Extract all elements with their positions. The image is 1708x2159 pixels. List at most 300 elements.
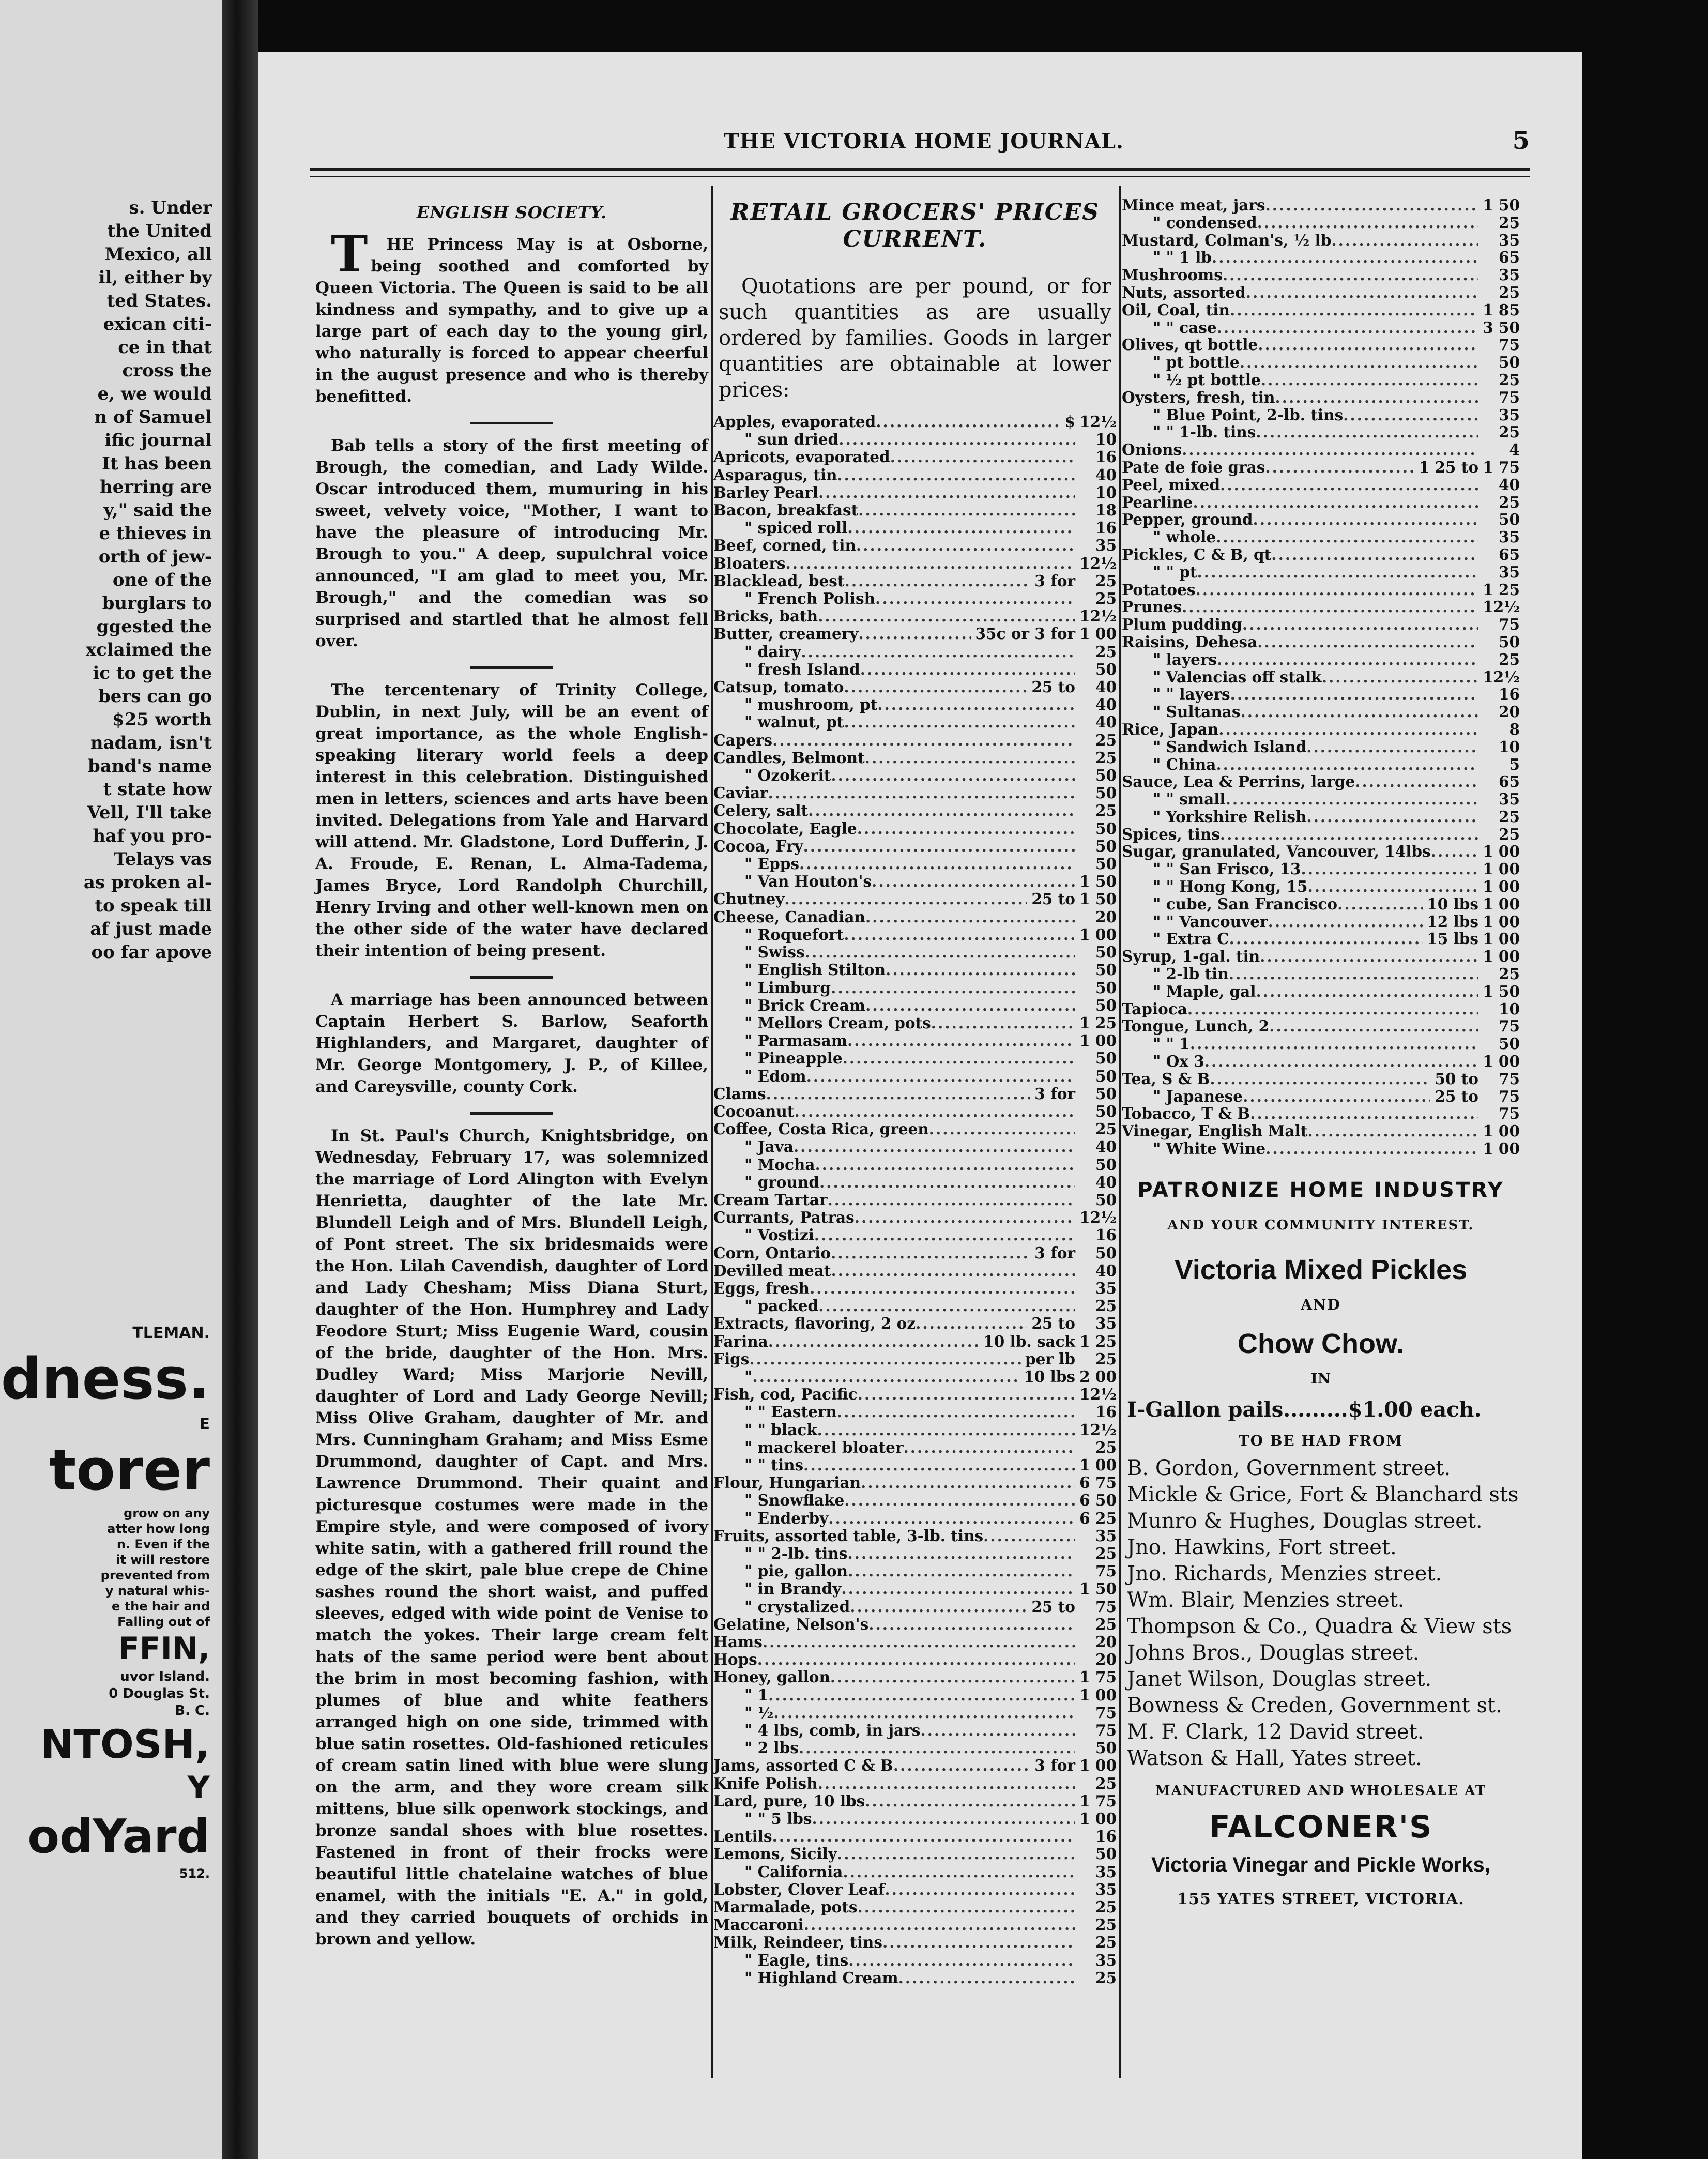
price-row [1122,826,1520,843]
price-row [1122,1000,1520,1018]
ad-in: IN [1310,1370,1331,1387]
header-rule [310,168,1530,171]
item-name: " " case [1153,318,1217,337]
price-row [713,1297,1117,1315]
price-row [713,1315,1117,1332]
price-row [713,1050,1117,1067]
price-row [713,1686,1117,1704]
item-price: 1 50 [1483,982,1520,1000]
item-name: " Mellors Cream, pots [744,1013,931,1032]
item-price: 16 [1498,685,1520,704]
price-row [713,873,1117,890]
item-name: " " pt [1153,562,1197,581]
ad-and: AND [1301,1296,1341,1313]
item-name: Coffee, Costa Rica, green [713,1120,929,1138]
item-name: Mince meat, jars [1122,196,1265,214]
item-price: 1 50 [1483,196,1520,214]
dealer-line: Bowness & Creden, Government st. [1127,1693,1502,1717]
dot-leader [785,555,1075,572]
item-name: Peel, mixed [1122,475,1221,494]
fragment-line: e thieves in [99,523,212,544]
price-row [713,1952,1117,1969]
fragment-line: nadam, isn't [90,733,212,753]
dot-leader [1216,528,1478,546]
price-row [1122,668,1520,686]
dot-leader [812,1810,1075,1828]
item-price: 50 [1095,1084,1117,1103]
item-name: Milk, Reindeer, tins [713,1933,882,1952]
item-price: 25 [1095,589,1117,608]
item-price: 40 [1095,1173,1117,1191]
item-name: " Parmasam [744,1031,847,1050]
item-name: Extracts, flavoring, 2 oz [713,1314,916,1333]
price-list-continued [1122,196,1520,1158]
price-row [713,1580,1117,1598]
price-row [1122,494,1520,511]
price-row [1122,756,1520,773]
item-price: 35 [1095,1862,1117,1881]
item-name: " ½ pt bottle [1153,370,1261,389]
dot-leader [1204,1053,1478,1070]
dot-leader [804,1916,1075,1934]
fragment-line: the United [107,221,212,241]
item-price: 3 50 [1483,318,1520,337]
fragment-ad-line: Y [187,1770,210,1806]
dot-leader [890,448,1075,466]
item-name: Hops [713,1650,757,1669]
price-row [713,802,1117,819]
item-name: Oil, Coal, tin [1122,300,1230,319]
dot-leader [818,1297,1075,1315]
dot-leader [1265,1140,1478,1158]
header-rule-thin [310,176,1530,177]
fragment-ad-line: NTOSH, [40,1721,210,1767]
item-unit: $ [1064,413,1075,431]
item-name: " Highland Cream [744,1968,898,1987]
dot-leader [855,1209,1075,1226]
item-name: Lobster, Clover Leaf [713,1880,885,1898]
item-price: 50 [1095,1845,1117,1863]
item-price: 25 [1498,213,1520,232]
fragment-line: $25 worth [112,709,212,730]
item-name: Currants, Patras [713,1208,855,1227]
item-name: " " 1-lb. tins [1153,423,1256,442]
prices-intro: Quotations are per pound, or for such quantities as are usually ordered by families. Goods in larger quantities are obtainable at lower prices: [719,275,1111,402]
fragment-line: ted States. [106,291,212,311]
dot-leader [1253,511,1479,528]
dot-leader [1256,983,1479,1000]
item-unit: per lb [1025,1349,1075,1368]
item-name: Bacon, breakfast [713,501,859,520]
item-name: " California [744,1862,843,1881]
item-name: " " 2-lb. tins [744,1544,848,1562]
fragment-ad-line: y natural whis- [105,1584,210,1598]
fragment-ad-line: torer [49,1437,210,1503]
dot-leader [1212,249,1478,266]
price-row [713,926,1117,944]
item-price: 40 [1095,1261,1117,1280]
dot-leader [844,1492,1075,1509]
item-name: " 4 lbs, comb, in jars [744,1721,921,1740]
price-row [713,979,1117,997]
price-row [713,537,1117,554]
price-row [1122,1088,1520,1105]
price-row [713,732,1117,749]
dot-leader [983,1527,1075,1545]
price-row [1122,965,1520,983]
dot-leader [1197,564,1478,581]
ad-address: 155 YATES STREET, VICTORIA. [1177,1890,1465,1908]
dot-leader [1260,948,1478,965]
item-price: 16 [1095,519,1117,537]
dealer-line: Mickle & Grice, Fort & Blanchard sts [1127,1482,1519,1507]
fragment-line: cross the [122,360,212,381]
price-row [1122,459,1520,476]
item-price: 12½ [1079,1208,1117,1227]
item-price: 5 [1509,755,1520,773]
item-unit: 50 to [1435,1069,1478,1088]
price-row [1122,790,1520,808]
item-price: 50 [1095,1243,1117,1262]
item-name: Chocolate, Eagle [713,819,857,838]
dot-leader [810,1280,1075,1297]
prices-heading-line2: CURRENT. [843,226,987,252]
item-name: Figs [713,1349,750,1368]
item-name: " Mocha [744,1155,815,1174]
item-name: " Brick Cream [744,996,866,1014]
item-name: " " Hong Kong, 15 [1153,877,1308,896]
price-row [713,1598,1117,1616]
item-price: 25 [1095,1120,1117,1138]
price-row [713,1969,1117,1987]
dot-leader [916,1315,1027,1332]
dot-leader [1216,756,1478,773]
item-name: Marmalade, pots [713,1898,858,1917]
price-row [1122,983,1520,1000]
item-price: 1 00 [1079,1810,1117,1828]
item-price: 50 [1095,1739,1117,1757]
item-name: " " black [744,1420,817,1439]
dot-leader [803,838,1075,855]
price-row [1122,284,1520,301]
item-name: " Valencias off stalk [1153,667,1322,686]
price-row [1122,336,1520,354]
item-price: 35 [1498,790,1520,809]
item-name: " mushroom, pt [744,695,878,714]
item-price: 40 [1095,1137,1117,1156]
dot-leader [848,1562,1075,1580]
item-price: 25 [1095,1898,1117,1917]
dot-leader [1268,913,1423,931]
item-price: 12½ [1483,598,1520,616]
dot-leader [1306,738,1478,756]
item-price: 25 [1498,283,1520,301]
item-name: Sauce, Lea & Perrins, large [1122,772,1355,791]
item-name: " Edom [744,1067,806,1085]
item-name: Spices, tins [1122,825,1220,843]
item-price: 1 00 [1483,947,1520,966]
price-row [1122,511,1520,528]
item-price: 40 [1498,475,1520,494]
fragment-line: xclaimed the [85,640,212,660]
item-price: 35 [1095,1880,1117,1898]
price-row [713,1209,1117,1226]
item-price: 75 [1498,615,1520,634]
dot-leader [1240,354,1478,371]
item-price: 1 25 [1079,1013,1117,1032]
dot-leader [830,1668,1075,1686]
item-price: 1 75 [1483,458,1520,476]
price-row [713,1032,1117,1050]
item-name: " Vostizi [744,1226,814,1244]
item-price: 25 [1095,748,1117,767]
dot-leader [768,784,1075,802]
price-row [1122,564,1520,581]
ad-slogan: PATRONIZE HOME INDUSTRY [1137,1178,1504,1202]
item-price: 50 [1095,943,1117,962]
dot-leader [1190,1035,1478,1053]
left-fragment-lines [0,196,217,964]
item-price: 1 25 [1079,1332,1117,1350]
price-row [713,696,1117,713]
item-price: 50 [1095,1190,1117,1209]
item-name: " dairy [744,642,801,661]
price-row [713,1280,1117,1297]
item-name: " Swiss [744,943,805,962]
dealer-line: Janet Wilson, Douglas street. [1127,1667,1432,1691]
item-unit: 10 lbs [1427,894,1478,913]
fragment-ad-line: FFIN, [118,1631,210,1667]
item-name: " Extra C [1153,930,1229,948]
item-name: " 2 lbs [744,1739,799,1757]
item-name: Pepper, ground [1122,510,1253,529]
item-name: " ground [744,1173,820,1191]
dot-leader [1230,301,1478,319]
item-price: 50 [1095,819,1117,838]
dot-leader [872,873,1075,890]
dealer-line: Thompson & Co., Quadra & View sts [1127,1614,1512,1638]
item-name: Mushrooms [1122,266,1223,284]
item-price: 1 00 [1079,1455,1117,1474]
price-row [713,1403,1117,1421]
fragment-line: haf you pro- [93,826,212,846]
price-row [1122,738,1520,756]
fragment-line: n of Samuel [94,407,212,428]
price-row [1122,1017,1520,1035]
dot-leader [848,1952,1075,1969]
item-price: 1 00 [1079,625,1117,643]
dealer-list [1122,1455,1520,1772]
item-price: 10 [1095,483,1117,501]
dot-leader [847,1545,1075,1562]
dot-leader [1196,581,1479,599]
price-row [1122,773,1520,790]
dealer-line: Johns Bros., Douglas street. [1127,1640,1420,1665]
item-name: Chutney [713,890,785,908]
item-name: " Pineapple [744,1049,843,1068]
price-list [713,413,1117,1987]
price-row [713,1120,1117,1138]
price-row [713,448,1117,466]
item-price: 25 [1095,1544,1117,1562]
dot-leader [757,1651,1075,1668]
dot-leader [884,1881,1075,1898]
dealer-line: Jno. Hawkins, Fort street. [1127,1535,1397,1559]
item-name: Butter, creamery [713,625,859,643]
dot-leader [1257,214,1478,232]
price-row [713,961,1117,979]
dot-leader [815,1156,1076,1174]
item-name: Plum pudding [1122,615,1242,634]
fragment-line: Telays vas [114,849,212,870]
item-price: 25 [1095,1615,1117,1633]
item-name: Pearline [1122,493,1193,511]
price-row [713,1350,1117,1368]
item-price: 75 [1095,1721,1117,1740]
article-paragraph: Bab tells a story of the first meeting of Brough, the comedian, and Lady Wilde. Oscar introduced them, mumuring in his sweet, velvety voice, "Mother, I want to have the pleasure of introducing Mr. Brough to you." A deep, supulchral voice announced, "I am glad to meet you, Mr. Brough," and the comedian was so surprised and startled that he almost fell over. [315,436,708,650]
dot-leader [768,1333,979,1350]
item-name: " " small [1153,790,1226,809]
item-name: Corn, Ontario [713,1243,831,1262]
item-name: Raisins, Dehesa [1122,632,1258,651]
fragment-ad-line: TLEMAN. [132,1324,210,1342]
dot-leader [850,1598,1027,1616]
price-row [713,431,1117,448]
english-society-column [315,202,708,1958]
dot-leader [876,413,1060,431]
item-price: 1 00 [1483,894,1520,913]
dot-leader [904,1439,1076,1456]
dot-leader [1182,598,1478,616]
price-row [713,590,1117,607]
item-price: 1 75 [1079,1791,1117,1810]
price-row [1122,441,1520,459]
item-price: 35 [1498,231,1520,249]
dot-leader [1217,651,1478,668]
dot-leader [886,961,1075,979]
item-name: Blacklead, best [713,571,845,590]
fragment-line: bers can go [98,686,212,707]
item-price: 40 [1095,713,1117,732]
fragment-line: af just made [90,919,212,939]
dot-leader [865,749,1075,767]
dot-leader [845,572,1031,590]
price-row [713,1085,1117,1103]
fragment-line: orth of jew- [98,546,212,567]
item-price: 12½ [1483,667,1520,686]
page-number: 5 [1512,126,1530,155]
price-row [1122,808,1520,826]
dot-leader [1193,494,1478,511]
item-name: Mustard, Colman's, ½ lb [1122,231,1332,249]
dot-leader [831,1244,1030,1262]
dot-leader [1265,459,1414,476]
item-price: 25 [1498,650,1520,668]
price-row [1122,860,1520,878]
dealer-line: B. Gordon, Government street. [1127,1456,1451,1480]
item-price: 40 [1095,678,1117,696]
item-price: 65 [1498,248,1520,267]
ad-product-2: Chow Chow. [1238,1328,1404,1359]
item-price: 25 [1095,1968,1117,1987]
dot-leader [1307,1122,1478,1140]
item-name: Rice, Japan [1122,720,1219,738]
ad-price: I-Gallon pails.........$1.00 each. [1127,1397,1482,1422]
item-name: " Sultanas [1153,703,1241,721]
item-name: " " 1 [1153,1035,1190,1053]
item-name: Olives, qt bottle [1122,336,1258,354]
price-row [713,890,1117,908]
price-row [713,1898,1117,1916]
item-price: 50 [1095,1102,1117,1120]
fragment-line: ggested the [96,616,212,637]
price-row [1122,354,1520,371]
fragment-line: y," said the [103,500,212,521]
price-row [1122,301,1520,319]
dot-leader [827,1191,1075,1209]
item-price: 1 00 [1483,1052,1520,1071]
item-unit: 3 for [1034,1243,1075,1262]
ad-manufactured: MANUFACTURED AND WHOLESALE AT [1155,1783,1487,1799]
dot-leader [772,732,1075,749]
dot-leader [858,501,1075,519]
price-row [713,820,1117,838]
item-price: 25 [1095,1438,1117,1456]
price-row [1122,703,1520,721]
price-row [713,908,1117,926]
dot-leader [819,1174,1075,1191]
item-price: 35 [1095,1314,1117,1333]
fragment-line: oo far apove [91,942,212,963]
section-divider [470,422,553,424]
item-price: 1 00 [1079,925,1117,944]
item-name: " Snowflake [744,1491,845,1510]
dot-leader [1265,196,1478,214]
fragment-ad-line: E [199,1415,210,1433]
dot-leader [814,1226,1075,1244]
item-name: Oysters, fresh, tin [1122,388,1275,406]
section-divider [470,1112,553,1115]
dot-leader [818,484,1075,501]
fragment-line: exican citi- [103,314,212,335]
item-price: 50 [1498,353,1520,372]
item-price: 16 [1095,448,1117,466]
dot-leader [858,625,971,643]
item-price: 75 [1095,1703,1117,1722]
item-price: 75 [1095,1562,1117,1580]
item-name: " 1 [744,1685,769,1704]
item-price: 12½ [1079,554,1117,572]
item-price: 10 [1498,737,1520,756]
item-name: Celery, salt [713,801,809,820]
item-unit: 25 to [1031,890,1075,908]
fragment-ad-line: it will restore [116,1553,210,1567]
dot-leader [799,1739,1075,1757]
price-row [713,1633,1117,1651]
running-title: THE VICTORIA HOME JOURNAL. [724,129,1124,154]
item-name: Pate de foie gras [1122,458,1265,476]
dot-leader [762,1633,1075,1651]
price-row [1122,581,1520,599]
price-row [1122,423,1520,441]
item-price: 35 [1095,1279,1117,1297]
dot-leader [875,590,1075,607]
item-price: 50 [1498,632,1520,651]
dealer-line: Watson & Hall, Yates street. [1127,1746,1422,1770]
item-price: 50 [1095,660,1117,678]
item-price: 1 85 [1483,300,1520,319]
item-name: Fruits, assorted table, 3-lb. tins [713,1526,984,1545]
